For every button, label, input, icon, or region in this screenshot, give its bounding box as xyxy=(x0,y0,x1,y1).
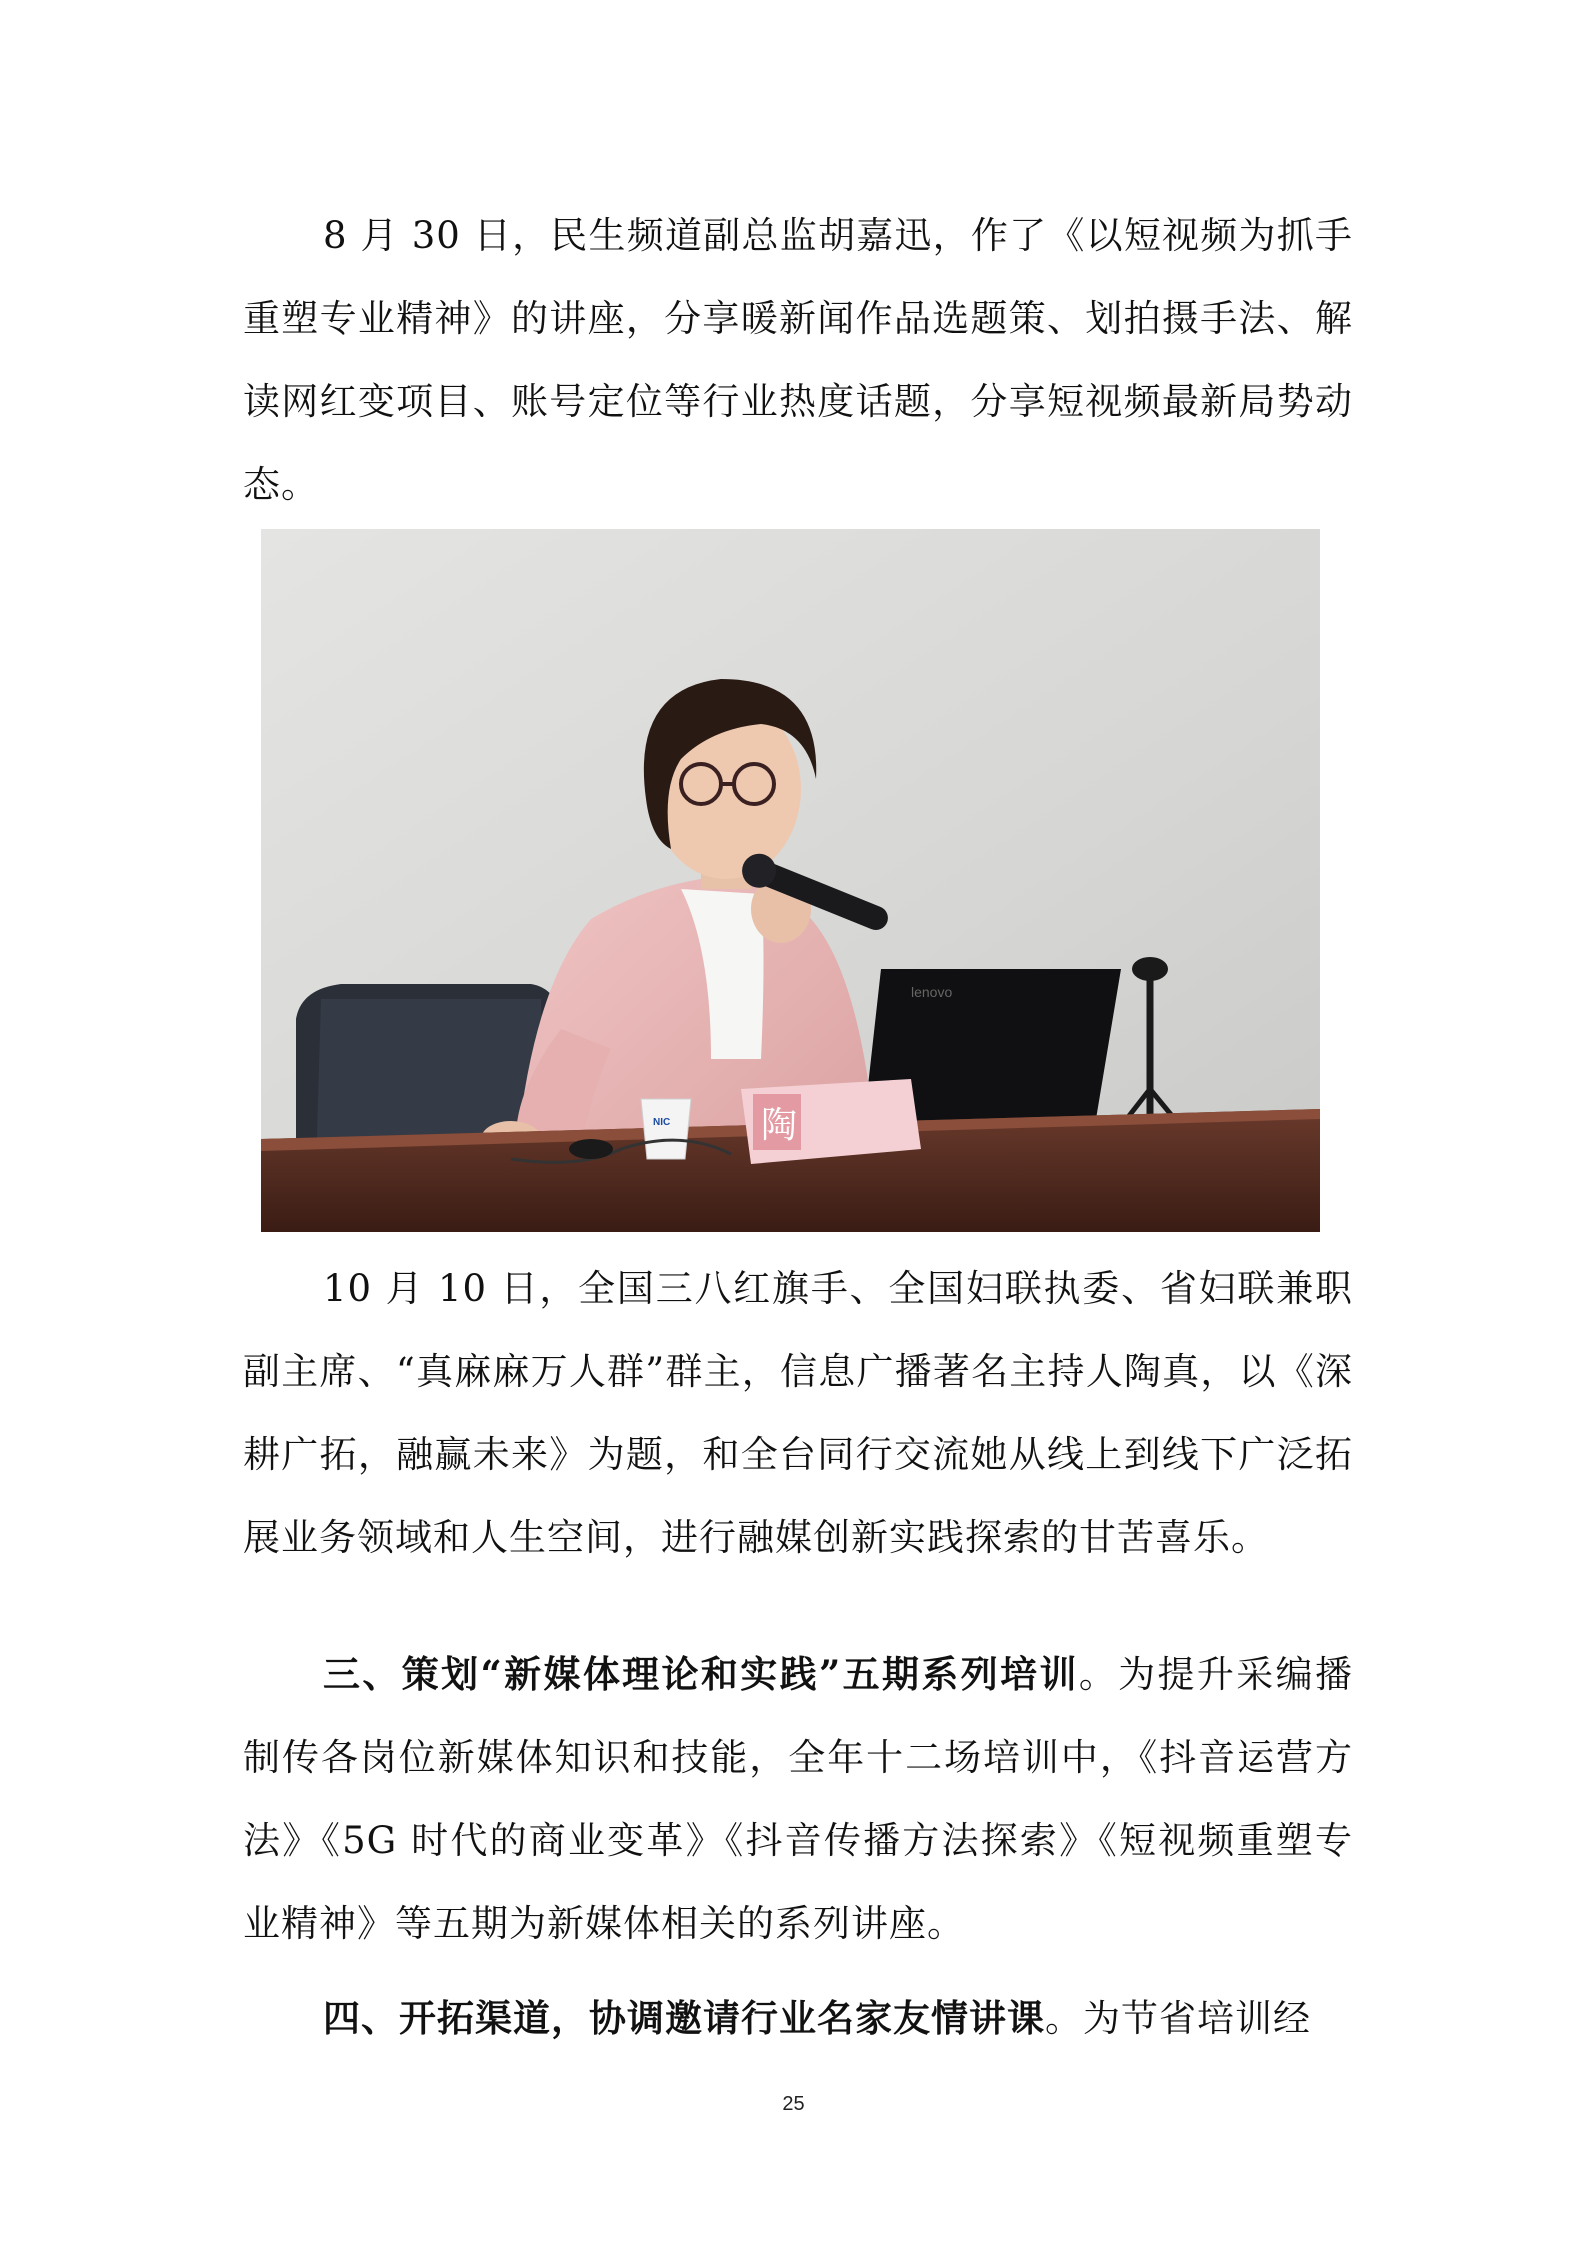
paragraph-section-three xyxy=(243,1633,1353,1965)
desk-sign-text: 陶 xyxy=(761,1105,798,1146)
paragraph-lecture-oct10: 10 月 10 日，全国三八红旗手、全国妇联执委、省妇联兼职副主席、“真麻麻万人群”群主，信息广播著名主持人陶真，以《深耕广拓，融赢未来》为题，和全台同行交流她从线上到线下广泛拓展业务领域和人生空间，进行融媒创新实践探索的甘苦喜乐。 xyxy=(243,1267,1353,1559)
paragraph-lecture-aug30: 8 月 30 日，民生频道副总监胡嘉迅，作了《以短视频为抓手重塑专业精神》的讲座，分享暖新闻作品选题策、划拍摄手法、解读网红变项目、账号定位等行业热度话题，分享短视频最新局势动态。 xyxy=(243,214,1353,506)
section-three-body: 。为提升采编播制传各岗位新媒体知识和技能，全年十二场培训中，《抖音运营方法》《5G 时代的商业变革》《抖音传播方法探索》《短视频重塑专业精神》等五期为新媒体相关的系列讲座。 xyxy=(243,1653,1353,1945)
laptop-brand: lenovo xyxy=(911,984,953,1000)
cup-logo: NIC xyxy=(653,1117,671,1128)
lecture-photo xyxy=(261,529,1320,1232)
section-three-heading: 三、策划“新媒体理论和实践”五期系列培训 xyxy=(323,1652,1079,1696)
section-four-heading: 四、开拓渠道，协调邀请行业名家友情讲课 xyxy=(323,1996,1045,2040)
paragraph-section-four xyxy=(243,1977,1353,2060)
page-number: 25 xyxy=(782,2093,805,2115)
section-four-body: 。为节省培训经 xyxy=(1045,1997,1311,2040)
